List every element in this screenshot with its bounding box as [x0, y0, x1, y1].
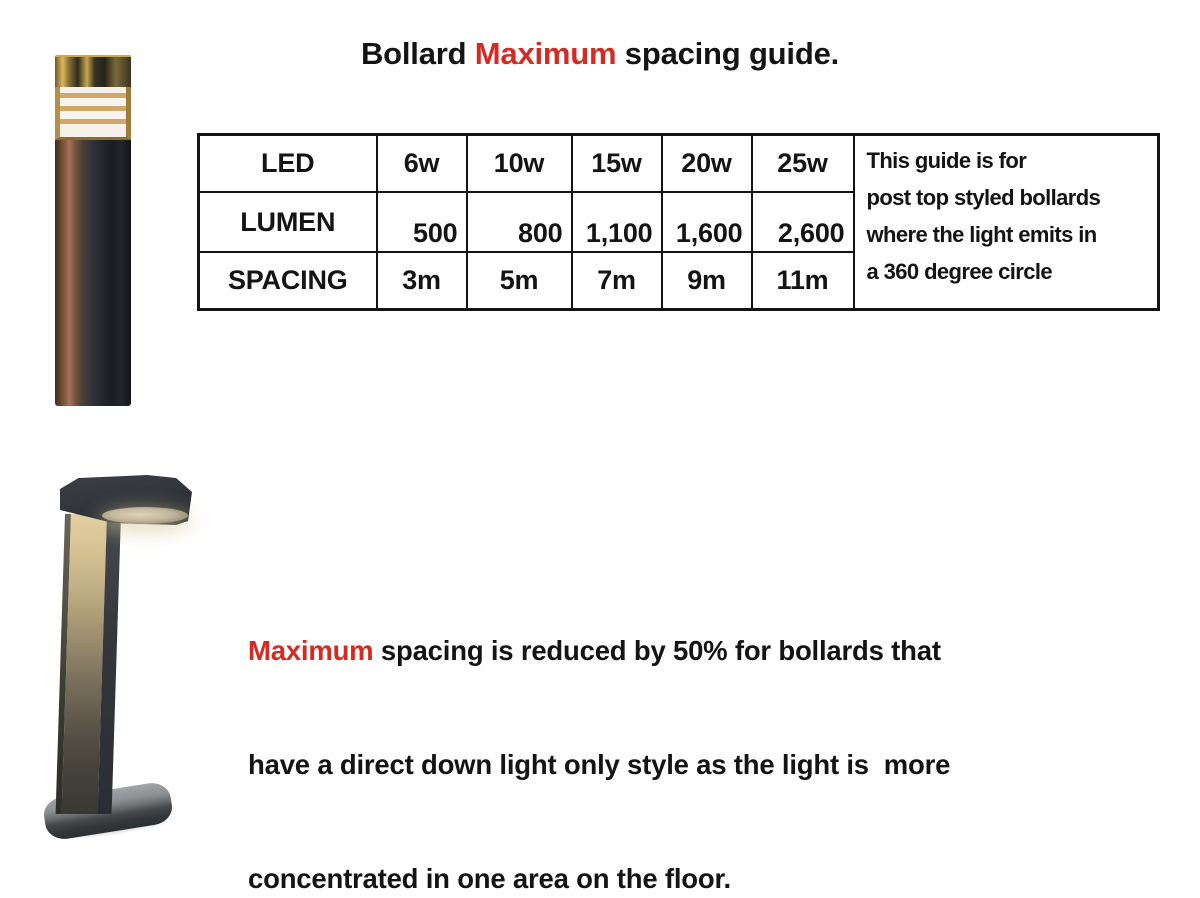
side-note-line: a 360 degree circle — [866, 259, 1053, 284]
spacing-cell: 5m — [467, 252, 572, 310]
note-line-2: have a direct down light only style as the light is more — [248, 749, 951, 780]
page-title — [0, 36, 1200, 72]
down-light-bollard-image — [42, 470, 212, 862]
led-cell: 10w — [467, 135, 572, 193]
note-highlight: Maximum — [248, 635, 374, 666]
led-cell: 6w — [377, 135, 467, 193]
bollard-cap — [55, 55, 131, 87]
note-line-1-rest: spacing is reduced by 50% for bollards that — [373, 635, 941, 666]
post-top-bollard-image — [55, 55, 131, 407]
spacing-cell: 9m — [662, 252, 752, 310]
bollard-down-light-lens — [102, 507, 188, 524]
table-row-led — [199, 135, 1159, 193]
side-note-line: This guide is for — [866, 148, 1027, 173]
lumen-cell: 1,100 — [572, 192, 662, 252]
row-label-led: LED — [199, 135, 377, 193]
title-prefix: Bollard — [360, 36, 475, 71]
bollard-pole — [56, 514, 121, 814]
spacing-cell: 7m — [572, 252, 662, 310]
led-cell: 20w — [662, 135, 752, 193]
bollard-louver-light — [55, 87, 131, 140]
lumen-cell: 500 — [377, 192, 467, 252]
lumen-cell: 1,600 — [662, 192, 752, 252]
side-note-line: post top styled bollards — [866, 185, 1101, 210]
lumen-cell: 2,600 — [752, 192, 854, 252]
maximum-spacing-note — [248, 556, 1098, 898]
table-side-note — [854, 135, 1159, 310]
row-label-lumen: LUMEN — [199, 192, 377, 252]
note-line-3: concentrated in one area on the floor. — [248, 863, 731, 894]
row-label-spacing: SPACING — [199, 252, 377, 310]
title-suffix: spacing guide. — [616, 36, 840, 71]
spacing-guide-table — [197, 133, 1160, 311]
side-note-line: where the light emits in — [866, 222, 1097, 247]
note-line-1 — [248, 632, 1098, 670]
led-cell: 25w — [752, 135, 854, 193]
spacing-cell: 3m — [377, 252, 467, 310]
title-highlight: Maximum — [474, 36, 617, 71]
lumen-cell: 800 — [467, 192, 572, 252]
spacing-cell: 11m — [752, 252, 854, 310]
led-cell: 15w — [572, 135, 662, 193]
bollard-body — [55, 140, 131, 406]
